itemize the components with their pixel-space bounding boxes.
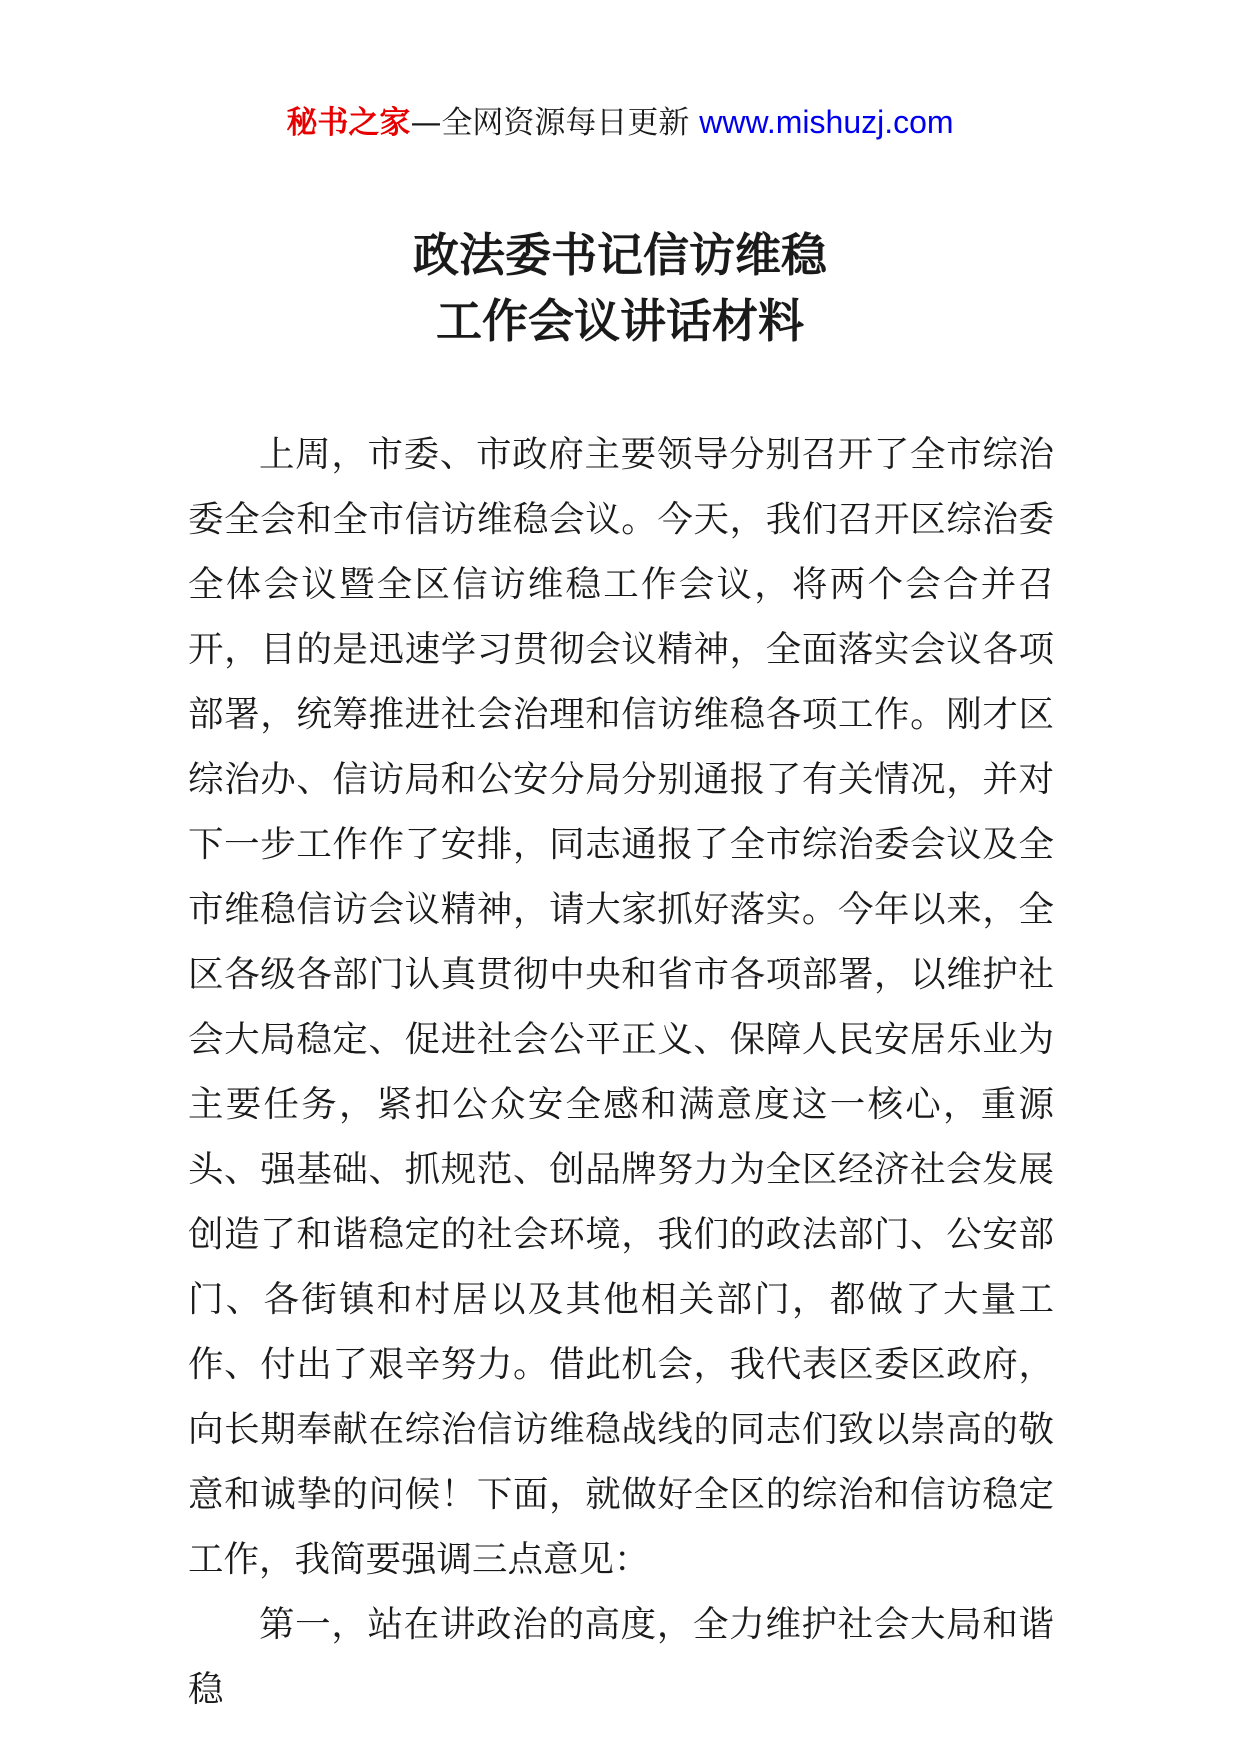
document-body <box>188 422 1054 1722</box>
header-tagline: —全网资源每日更新 <box>410 105 700 141</box>
website-link[interactable]: www.mishuzj.com <box>699 104 954 140</box>
title-line-2: 工作会议讲话材料 <box>436 294 804 348</box>
page-header <box>0 100 1240 145</box>
body-paragraph-1: 上周，市委、市政府主要领导分别召开了全市综治委全会和全市信访维稳会议。今天，我们召开区综治委全体会议暨全区信访维稳工作会议，将两个会合并召开，目的是迅速学习贯彻会议精神，全面落实会议各项部署，统筹推进社会治理和信访维稳各项工作。刚才区综治办、信访局和公安分局分别通报了有关情况，并对下一步工作作了安排，同志通报了全市综治委会议及全市维稳信访会议精神，请大家抓好落实。今年以来，全区各级各部门认真贯彻中央和省市各项部署，以维护社会大局稳定、促进社会公平正义、保障人民安居乐业为主要任务，紧扣公众安全感和满意度这一核心，重源头、强基础、抓规范、创品牌努力为全区经济社会发展创造了和谐稳定的社会环境，我们的政法部门、公安部门、各街镇和村居以及其他相关部门，都做了大量工作、付出了艰辛努力。借此机会，我代表区委区政府，向长期奉献在综治信访维稳战线的同志们致以崇高的敬意和诚挚的问候！下面，就做好全区的综治和信访稳定工作，我简要强调三点意见： <box>188 434 1054 1580</box>
title-line-1: 政法委书记信访维稳 <box>413 228 827 282</box>
document-title <box>0 222 1240 354</box>
body-paragraph-2: 第一，站在讲政治的高度，全力维护社会大局和谐稳 <box>188 1604 1054 1710</box>
brand-name: 秘书之家 <box>286 105 411 141</box>
